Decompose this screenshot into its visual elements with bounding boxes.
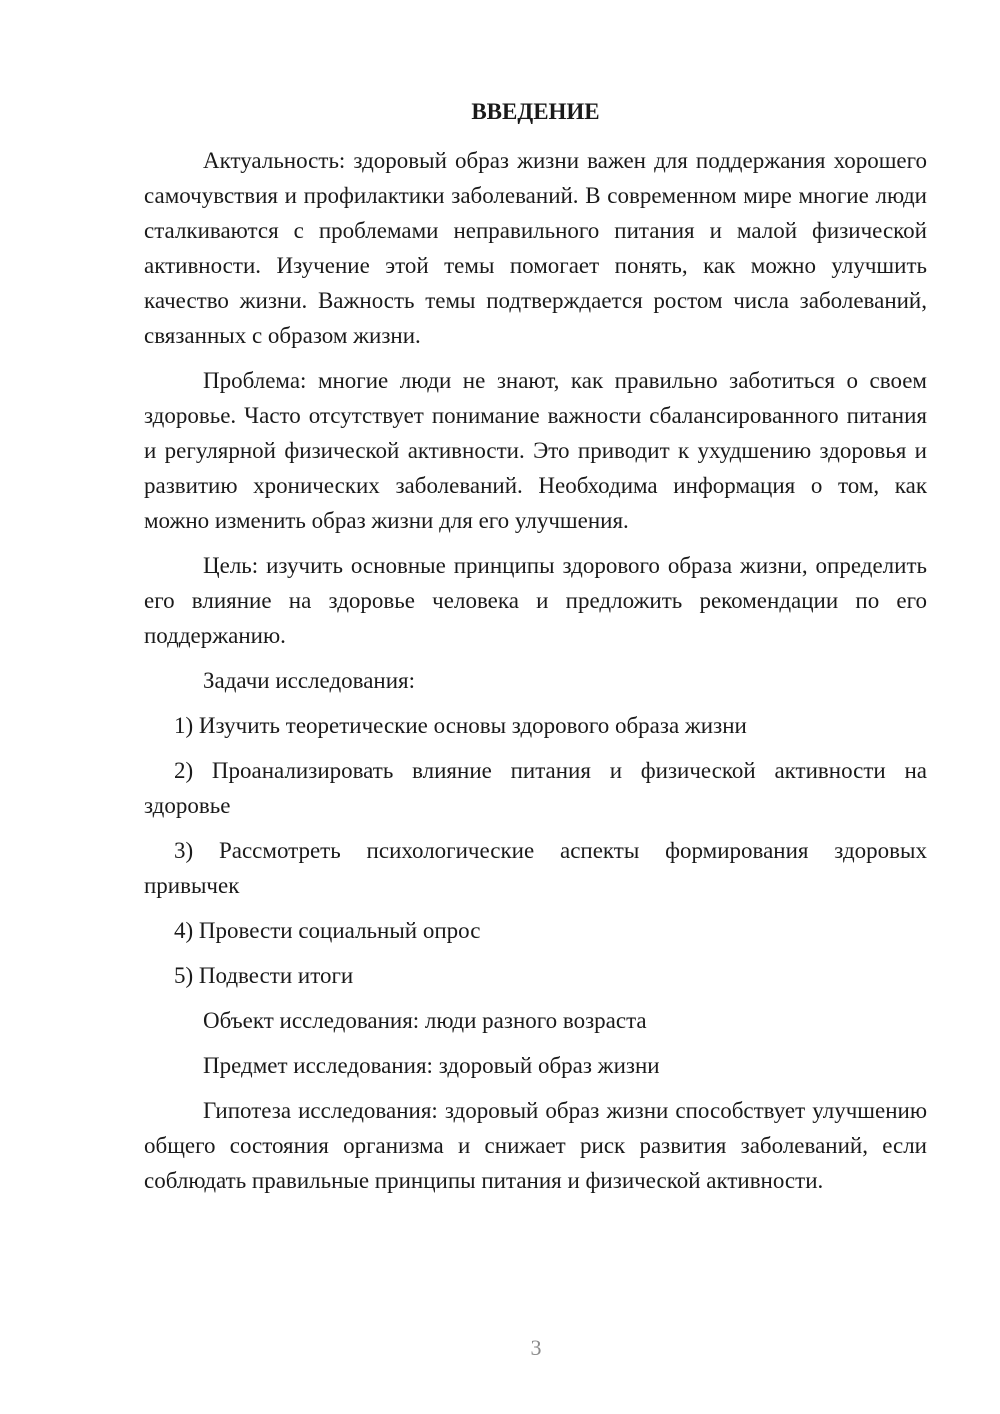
- paragraph-problem: Проблема: многие люди не знают, как правильно заботиться о своем здоровье. Часто отсутствует понимание важности сбалансированного питания и регулярной физической активности. Это приводит к ухудшению здоровья и развитию хронических заболеваний. Необходима информация о том, как можно изменить образ жизни для его улучшения.: [144, 368, 927, 533]
- paragraph-relevance: Актуальность: здоровый образ жизни важен для поддержания хорошего самочувствия и профилактики заболеваний. В современном мире многие люди сталкиваются с проблемами неправильного питания и малой физической активности. Изучение этой темы помогает понять, как можно улучшить качество жизни. Важность темы подтверждается ростом числа заболеваний, связанных с образом жизни.: [144, 148, 927, 348]
- paragraph-hypothesis: Гипотеза исследования: здоровый образ жизни способствует улучшению общего состояния организма и снижает риск развития заболеваний, если соблюдать правильные принципы питания и физической активности.: [144, 1098, 927, 1193]
- paragraph-goal: Цель: изучить основные принципы здорового образа жизни, определить его влияние на здоровье человека и предложить рекомендации по его поддержанию.: [144, 553, 927, 648]
- document-body: [144, 143, 927, 1208]
- task-item-1: 1) Изучить теоретические основы здорового образа жизни: [174, 713, 747, 738]
- page-number: 3: [530, 1335, 542, 1360]
- task-item-5: 5) Подвести итоги: [174, 963, 354, 988]
- paragraph-object: Объект исследования: люди разного возраста: [203, 1008, 647, 1033]
- task-item-2: 2) Проанализировать влияние питания и физической активности на здоровье: [144, 758, 927, 818]
- section-title: ВВЕДЕНИЕ: [471, 99, 600, 124]
- paragraph-subject: Предмет исследования: здоровый образ жизни: [203, 1053, 660, 1078]
- task-item-4: 4) Провести социальный опрос: [174, 918, 481, 943]
- paragraph-tasks-heading: Задачи исследования:: [203, 668, 416, 693]
- task-item-3: 3) Рассмотреть психологические аспекты формирования здоровых привычек: [144, 838, 927, 898]
